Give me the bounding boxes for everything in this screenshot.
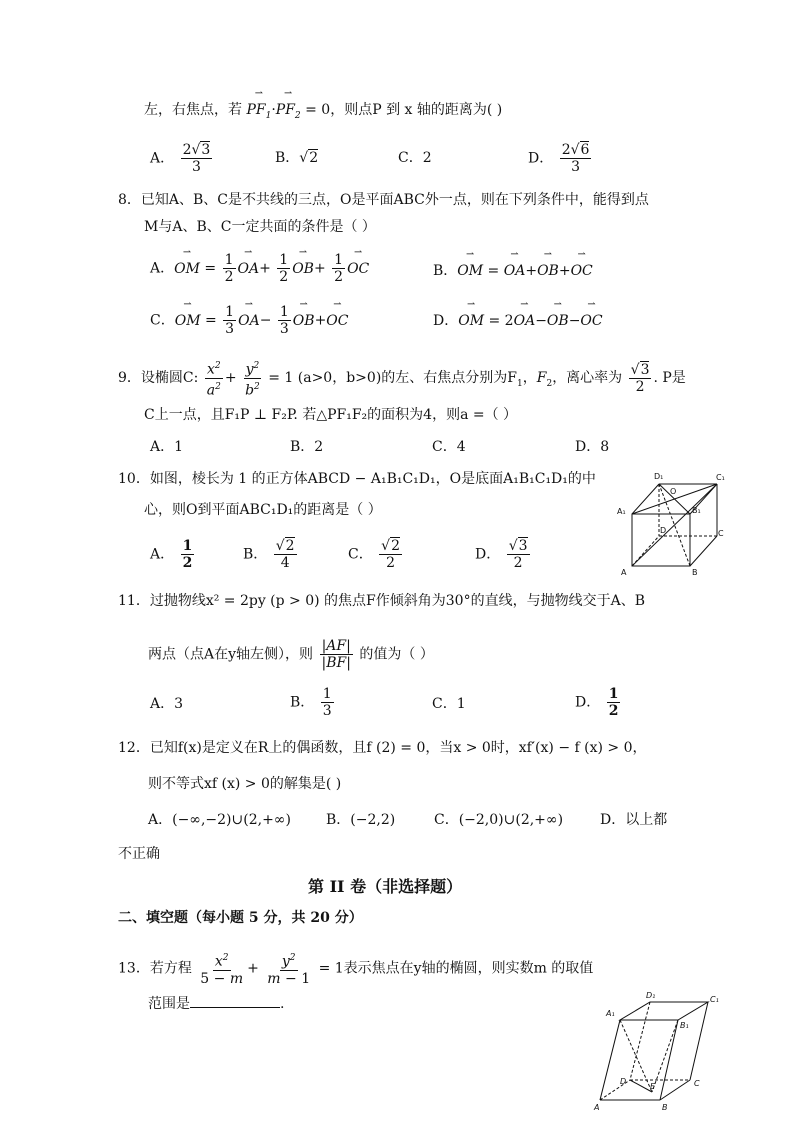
- q11-line2: 两点（点A在y轴左侧），则 $\frac{|AF|}{|BF|}$ 的值为（ ）: [148, 638, 434, 671]
- prism-label-e: E: [650, 1082, 656, 1091]
- q11-option-b: B． $\frac{1}{3}$: [290, 686, 332, 719]
- q9-end: . P是: [653, 370, 686, 387]
- cube-label-c1: C₁: [716, 473, 725, 482]
- q9-option-b: B．2: [290, 439, 324, 455]
- q12-line2: 则不等式xf (x) > 0的解集是( ): [148, 776, 342, 792]
- prism-label-c1: C₁: [710, 995, 719, 1004]
- q7-option-d: D． $\frac{2√6}{3}$: [528, 142, 590, 175]
- q7-stem-b: = 0，则点P 到 x 轴的距离为( ): [305, 102, 503, 118]
- section-subtitle: 二、填空题（每小题 5 分，共 20 分）: [118, 910, 363, 926]
- prism-label-d: D: [620, 1077, 627, 1086]
- q7-opt-a-label: A．: [150, 150, 175, 167]
- cube-label-b1: B₁: [692, 506, 701, 515]
- q7-option-a: A． $\frac{2√3}{3}$: [150, 142, 211, 175]
- q11-option-a: A．3: [150, 696, 184, 712]
- cube-figure: [612, 466, 732, 578]
- q7-stem: 左，右焦点，若 ⇀ $PF_1\cdot⇀$ $PF_2 = 0$，则点P 到 x 轴的距离为( ): [144, 100, 502, 126]
- q11-line2a: 两点（点A在y轴左侧），则: [148, 646, 314, 663]
- cube-label-a: A: [621, 568, 627, 577]
- q13-line1: 13．若方程 $\frac{x^2}{5 - m}$ + $\frac{y^2}{m - 1}$ = 1表示焦点在y轴的椭圆，则实数m 的取值: [118, 950, 593, 987]
- cube-label-c: C: [718, 529, 724, 538]
- prism-label-c: C: [694, 1079, 700, 1088]
- q13-line2-text: 范围是: [148, 996, 190, 1012]
- q9-tail: ，离心率为: [552, 370, 623, 387]
- q8-line2: M与A、B、C一定共面的条件是（ ）: [144, 219, 376, 235]
- prism-label-b: B: [662, 1103, 668, 1112]
- q12-line1: 12．已知f(x)是定义在R上的偶函数，且f (2) = 0，当x > 0时，xf′(x) − f (x) > 0，: [118, 740, 647, 756]
- q9-mid: = 1 (a>0，b>0)的左、右焦点分别为F: [268, 370, 517, 387]
- q8-option-c: C．⇀ OM = $\frac{1}{3}$ ⇀ OA− $\frac{1}{3}$ ⇀ OB+⇀ OC: [150, 304, 349, 337]
- vec-pf1: ⇀ $PF_1$: [246, 100, 271, 126]
- q11-opt-b-label: B．: [290, 694, 315, 711]
- q9-option-a: A．1: [150, 439, 184, 455]
- q13-suffix: = 1表示焦点在y轴的椭圆，则实数m 的取值: [318, 960, 594, 977]
- parallelepiped-figure: [590, 988, 730, 1116]
- prism-label-b1: B₁: [680, 1021, 689, 1030]
- q7-opt-d-label: D．: [528, 150, 554, 167]
- q12-wrap: 不正确: [118, 846, 160, 862]
- q10-opt-d-label: D．: [475, 546, 501, 563]
- q7-option-c: C．2: [398, 150, 432, 166]
- q10-option-c: C． $\frac{√2}{2}$: [348, 538, 401, 571]
- q13-answer-blank[interactable]: [190, 1007, 280, 1008]
- cube-label-a1: A₁: [617, 507, 626, 516]
- prism-label-a: A: [594, 1103, 600, 1112]
- prism-label-a1: A₁: [606, 1009, 615, 1018]
- q10-option-b: B． $\frac{√2}{4}$: [243, 538, 295, 571]
- q10-line2: 心，则O到平面ABC₁D₁的距离是（ ）: [144, 502, 382, 518]
- q9-option-c: C．4: [432, 439, 466, 455]
- cube-label-d: D: [660, 526, 667, 535]
- q11-option-c: C．1: [432, 696, 466, 712]
- q10-opt-b-label: B．: [243, 546, 268, 563]
- q9-prefix: 9．设椭圆C:: [118, 370, 199, 387]
- q11-line2b: 的值为（ ）: [359, 646, 434, 663]
- q7-opt-b-label: B．: [275, 150, 300, 166]
- top-face: [620, 1002, 708, 1020]
- q12-option-b: B．(−2,2): [326, 812, 396, 828]
- q8-option-d: D．⇀ OM = 2⇀ OA−⇀ OB−⇀ OC: [433, 311, 603, 331]
- q11-opt-d-label: D．: [575, 694, 601, 711]
- prism-label-d1: D₁: [646, 991, 656, 1000]
- cube-label-b: B: [692, 568, 698, 577]
- q13-end: .: [280, 996, 285, 1012]
- q9-line1: 9．设椭圆C: $\frac{x^2}{a^2}$ + $\frac{y^2}{b^2}$ = 1 (a>0，b>0)的左、右焦点分别为$F_1$，$F_2$，离心率为 $\frac{√3}{2}$ . P是: [118, 358, 686, 398]
- q13-prefix: 13．若方程: [118, 960, 192, 977]
- q9-option-d: D．8: [575, 439, 610, 455]
- q10-option-d: D． $\frac{√3}{2}$: [475, 538, 528, 571]
- q10-opt-c-label: C．: [348, 546, 373, 563]
- q8-option-a: A．⇀ OM = $\frac{1}{2}$ ⇀ OA+ $\frac{1}{2}$ ⇀ OB+ $\frac{1}{2}$ ⇀ OC: [150, 252, 369, 285]
- q8-line1: 8．已知A、B、C是不共线的三点，O是平面ABC外一点，则在下列条件中，能得到点: [118, 192, 649, 208]
- q8-option-b: B．⇀ OM = ⇀ OA+⇀ OB+⇀ OC: [433, 261, 593, 281]
- cube-label-o: O: [670, 487, 677, 496]
- q10-line1: 10．如图，棱长为 1 的正方体ABCD − A₁B₁C₁D₁，O是底面A₁B₁C₁D₁的中: [118, 471, 596, 487]
- q13-line2: [148, 994, 284, 1014]
- q9-line2: C上一点，且F₁P ⊥ F₂P. 若△PF₁F₂的面积为4，则a =（ ）: [144, 407, 518, 423]
- cube-label-d1: D₁: [654, 472, 664, 481]
- section-title: 第 II 卷（非选择题）: [308, 877, 463, 896]
- q11-line1: 11．过抛物线x² = 2py (p > 0) 的焦点F作倾斜角为30°的直线，与抛物线交于A、B: [118, 593, 645, 609]
- q12-option-c: C．(−2,0)∪(2,+∞): [434, 812, 564, 828]
- q12-option-a: A．(−∞,−2)∪(2,+∞): [148, 812, 291, 828]
- q7-option-b: B．√2: [275, 150, 319, 166]
- q10-opt-a-label: A．: [150, 546, 175, 563]
- q12-option-d: D．以上都: [600, 812, 668, 828]
- q11-option-d: D． $\frac{1}{2}$: [575, 686, 619, 719]
- q10-option-a: A． $\frac{1}{2}$: [150, 538, 193, 571]
- q7-stem-a: 左，右焦点，若: [144, 102, 242, 118]
- vec-pf2: ⇀ $PF_2$: [276, 100, 301, 126]
